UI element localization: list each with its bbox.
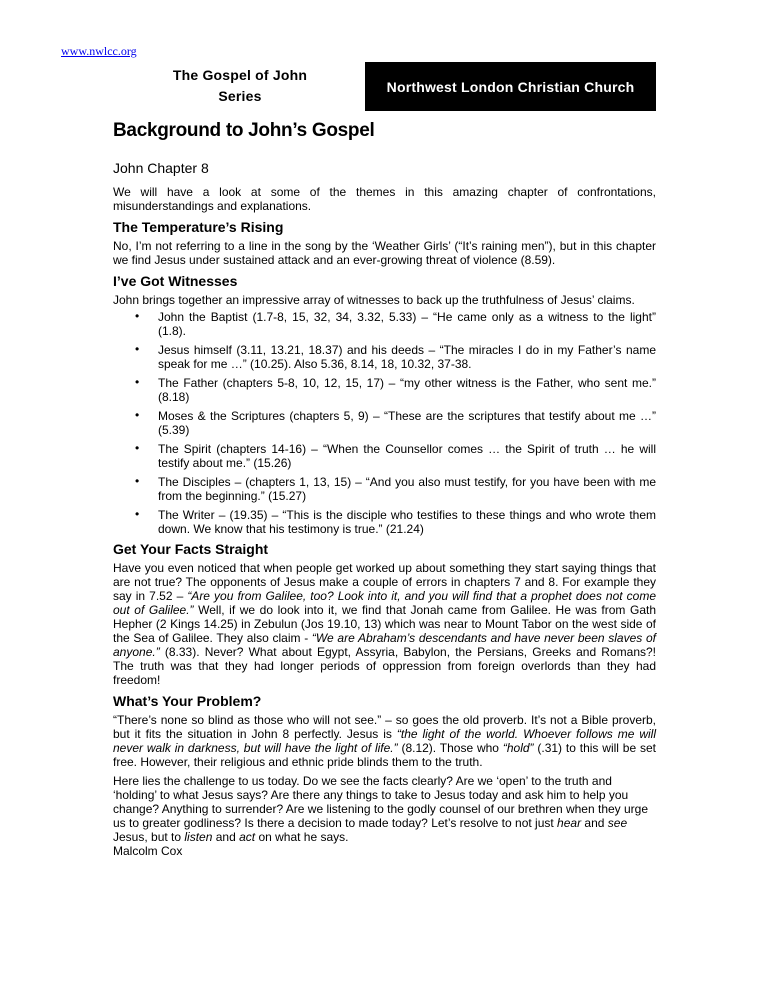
witnesses-paragraph: John brings together an impressive array of witnesses to back up the truthfulness of Jesus’ claims. [113, 293, 635, 307]
bullet-icon: • [135, 309, 140, 323]
list-item-text: Moses & the Scriptures (chapters 5, 9) – “These are the scriptures that testify about me …” (5.39) [158, 409, 656, 437]
chapter-heading: John Chapter 8 [113, 160, 209, 176]
author-name: Malcolm Cox [113, 844, 183, 858]
list-item [113, 508, 656, 536]
problem-quote-1: “the light of the world. Whoever follows me will never walk in darkness, but will have the light of life.” [113, 727, 656, 755]
list-item-text: John the Baptist (1.7-8, 15, 32, 34, 3.32, 5.33) – “He came only as a witness to the light” (1.8). [158, 310, 656, 338]
section-heading-problem: What’s Your Problem? [113, 693, 262, 709]
challenge-emph-act: act [239, 830, 256, 844]
facts-text-3: (8.33). Never? What about Egypt, Assyria, Babylon, the Persians, Greeks and Romans?! The truth was that they had longer periods of oppression from foreign overlords than they had freedom! [113, 645, 656, 687]
problem-quote-2: “hold” [502, 741, 534, 755]
article [113, 119, 656, 858]
facts-text-2: Well, if we do look into it, we find that Jonah came from Galilee. He was from Gath Hepher (2 Kings 14.25) in Zebulun (Jos 19.10, 13) which was near to Mount Tabor on the west side of the Sea of Galilee. They also claim - [113, 603, 657, 645]
list-item [113, 409, 656, 437]
facts-quote-1: “Are you from Galilee, too? Look into it, and you will find that a prophet does not come out of Galilee.” [113, 589, 656, 617]
list-item-text: The Writer – (19.35) – “This is the disciple who testifies to these things and who wrote them down. We know that his testimony is true.” (21.24) [158, 508, 656, 536]
list-item-text: Jesus himself (3.11, 13.21, 18.37) and his deeds – “The miracles I do in my Father’s name speak for me …” (10.25). Also 5.36, 8.14, 18, 10.32, 37-38. [158, 343, 656, 371]
church-name: Northwest London Christian Church [386, 78, 635, 95]
section-heading-witnesses: I’ve Got Witnesses [113, 273, 238, 289]
problem-paragraph [113, 713, 656, 769]
series-title-line1: The Gospel of John [172, 67, 308, 83]
section-heading-temperature: The Temperature’s Rising [113, 219, 284, 235]
challenge-text-and1: and [581, 816, 608, 830]
list-item-text: The Spirit (chapters 14-16) – “When the Counsellor comes … the Spirit of truth … he will testify about me.” (15.26) [158, 442, 656, 470]
list-item [113, 376, 656, 404]
bullet-icon: • [135, 375, 140, 389]
series-title-line2: Series [218, 88, 262, 104]
facts-quote-2: “We are Abraham’s descendants and have never been slaves of anyone.” [113, 631, 656, 659]
church-banner [365, 62, 656, 111]
problem-text-2: (8.12). Those who [397, 741, 503, 755]
challenge-paragraph [113, 774, 656, 844]
list-item [113, 475, 656, 503]
bullet-icon: • [135, 474, 140, 488]
intro-paragraph: We will have a look at some of the themes in this amazing chapter of confrontations, misunderstandings and explanations. [113, 185, 656, 213]
challenge-emph-listen: listen [184, 830, 213, 844]
problem-text-1: “There’s none so blind as those who will not see.” – so goes the old proverb. It’s not a Bible proverb, but it fits the situation in John 8 perfectly. Jesus is [113, 713, 656, 741]
bullet-icon: • [135, 408, 140, 422]
challenge-text-2: Jesus, but to [113, 830, 185, 844]
section-heading-facts: Get Your Facts Straight [113, 541, 269, 557]
list-item [113, 442, 656, 470]
list-item-text: The Father (chapters 5-8, 10, 12, 15, 17) – “my other witness is the Father, who sent me.” (8.18) [158, 376, 656, 404]
page-title: Background to John’s Gospel [113, 120, 375, 141]
challenge-emph-see: see [607, 816, 628, 830]
list-item-text: The Disciples – (chapters 1, 13, 15) – “And you also must testify, for you have been with me from the beginning.” (15.27) [158, 475, 656, 503]
witness-list [113, 310, 656, 536]
challenge-text-3: on what he says. [255, 830, 349, 844]
temperature-paragraph: No, I’m not referring to a line in the song by the ‘Weather Girls’ (“It’s raining men”), but in this chapter we find Jesus under sustained attack and an ever-growing threat of violence (8.59). [113, 239, 656, 267]
challenge-text-1: Here lies the challenge to us today. Do we see the facts clearly? Are we ‘open’ to the truth and ‘holding’ to what Jesus says? Are there any things to take to Jesus today and ask him to help you change? Anything to surrender? Are we listening to the godly counsel of our brethren when they urge us to greater godliness? Is there a decision to made today? Let’s resolve to not just [113, 774, 649, 830]
facts-text-1: Have you even noticed that when people get worked up about something they start saying things that are not true? The opponents of Jesus make a couple of errors in chapters 7 and 8. For example they say in 7.52 – [113, 561, 656, 603]
list-item [113, 343, 656, 371]
bullet-icon: • [135, 507, 140, 521]
bullet-icon: • [135, 441, 140, 455]
problem-text-3: (.31) to this will be set free. However, their religious and ethnic pride blinds them to the truth. [113, 741, 656, 769]
challenge-emph-hear: hear [557, 816, 582, 830]
facts-paragraph [113, 561, 656, 687]
series-title [150, 65, 330, 107]
bullet-icon: • [135, 342, 140, 356]
website-link[interactable]: www.nwlcc.org [61, 44, 137, 58]
challenge-text-and2: and [212, 830, 240, 844]
list-item [113, 310, 656, 338]
